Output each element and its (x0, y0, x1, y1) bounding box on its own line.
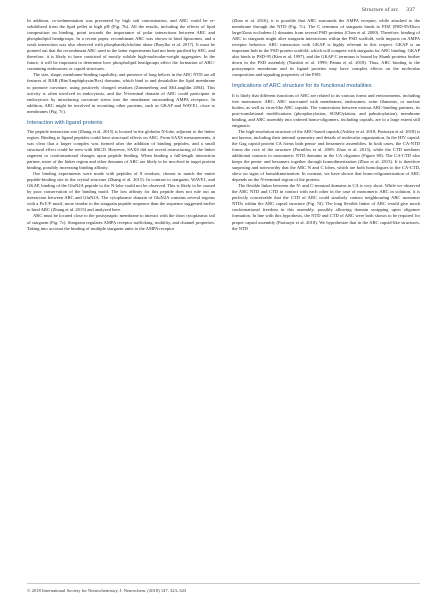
right-paragraph-2: It is likely that different functions of ARC are related to its various forms and environments, including free monomeric ARC, ARC associated with membranes, endosomes, actin filaments, or nuclear bodies, as well as virus-like ARC capsids. The connections between various ARC-binding partners, its post-translational modifications (phosphorylation, SUMOylation, and palmitoylation), membrane binding, and ARC assembly into ordered homo-oligomers, including capsids, are to a large extent still enigmatic. (232, 92, 420, 128)
running-head-title: Structure of arc (361, 7, 399, 13)
footer-divider (27, 583, 420, 584)
section-heading-implications: Implications of ARC structure for its functional modalities (232, 83, 372, 90)
page-number: 337 (406, 7, 415, 13)
left-paragraph-4: Our binding experiments were made with peptides of 8 residues, chosen to match the entire peptide-binding site in the crystal structure (Zhang et al. 2015). In contrast to stargazin, WAVE1, and GKAP, binding of the GluN2A peptide to the N-lobe could not be observed. This is likely to be caused by poor conservation of the binding motif. The low affinity for this peptide does not rule out an interaction between ARC and GluN2A. The cytoplasmic domain of GluN2A contains several regions with a PxY/F motif, more similar to the stargazin peptide sequence than the sequence suggested earlier to bind ARC (Zhang et al. 2015) and analyzed here. (27, 171, 215, 213)
right-paragraph-3: The high-resolution structure of the ARC-based capsids (Ashley et al. 2018; Pastuzyn et al. 2018) is not known, including their internal symmetry and details of molecular organization. In the HIV capsid, the Gag capsid protein CA forms both penta- and hexameric assemblies. In both cases, the CA-NTD forms the core of the structure (Pornillos et al. 2009; Zhao et al. 2013), while the CTD mediates additional contacts to monomeric NTD domains in the CA oligomer (Figure S8). The CA-CTD also keeps the penta- and hexamers together through homodimerization (Zhao et al. 2013). It is therefore surprising and noteworthy that the ARC N and C lobes, which are both homologues to the CA-CTD, show no signs of homodimerization. In contrast, we have shown that homo-oligomerization of ARC depends on the N-terminal region of the protein. (232, 128, 420, 183)
section-heading-ligand-proteins: Interaction with ligand proteins (27, 119, 103, 126)
right-paragraph-4: The flexible linker between the N- and C-terminal domains in CA is very short. While we observed the ARC NTD and CTD in contact with each other in the case of monomeric ARC in solution, it is perfectly conceivable that the CTD of ARC could similarly contact neighbouring ARC monomer NTDs within the ARC capsid structure (Fig. 7d). The long flexible linker of ARC would give much conformational freedom in this assembly, possibly allowing domain swapping upon oligomer formation. In line with this hypothesis, the NTD and CTD of ARC were both shown to be required for proper capsid assembly (Pastuzyn et al. 2018). We hypothesize that in the ARC capsid-like structures, the NTD (232, 183, 420, 231)
left-paragraph-2: The size, shape, membrane-binding capability, and presence of long helices in the ARC NTD are all features of BAR (Bin/Amphiphysin/Rvs) domains, which bind to and destabilize the lipid membrane to promote curvature, using positively charged residues (Zimmerberg and McLaughlin 2004). This activity is often involved in endocytosis, and the N-terminal domain of ARC could participate in endocytosis by introducing curvature stress into the membrane surrounding AMPA receptors. In addition, ARC might be involved in recruiting other proteins, such as GKAP and WAVE1, close to membranes (Fig. 7c). (27, 72, 215, 114)
left-column (27, 18, 215, 232)
left-paragraph-5: ARC must be located close to the postsynaptic membrane to interact with the short cytoplasmic tail of stargazin (Fig. 7c). Stargazin regulates AMPA receptor trafficking, mobility, and channel properties. Taking into account the binding of multiple stargazin units to the AMPA receptor (27, 213, 215, 231)
right-column (232, 18, 420, 232)
running-head (362, 7, 415, 13)
right-paragraph-1: (Zhao et al. 2016), it is possible that ARC surrounds the AMPA receptor, while attached to the membrane through the NTD (Fig. 7c). The C terminus of stargazin binds to PDZ (PSD-95/Discs large/Zona occludens-1) domains from several PSD proteins (Chen et al. 2000). Therefore, binding of ARC to stargazin might alter stargazin interactions within the PSD scaffold, with impacts on AMPA receptor behavior. ARC interaction with GKAP is highly relevant in this respect. GKAP is an important hub in the PSD protein scaffold, which will compete with stargazin for ARC binding. GKAP also binds to PSD-95 (Kim et al. 1997), and the GKAP C terminus is bound by Shank proteins further down in the PSD assembly (Naisbitt et al. 1999; Panna et al. 2018). Thus, ARC binding to the postsynaptic membrane and its ligand proteins may have complex effects on the molecular composition and signaling properties of the PSD. (232, 18, 420, 78)
left-paragraph-3: The peptide interaction site (Zhang et al. 2015) is located in the globular N-lobe, adjacent to the linker region. Binding to ligand peptides could have structural effects on ARC. From SAXS measurements, it was clear that a larger complex was formed after the addition of binding peptides, and a small structural effect could be seen with SRCD. However, SAXS did not reveal restructuring of the linker segment or conformational changes upon peptide binding. When binding a full-length interaction partner, more of the linker region and other domains of ARC are likely to be involved in target protein binding, possibly increasing binding affinity. (27, 128, 215, 171)
footer-copyright: © 2018 International Society for Neurochemistry, J. Neurochem. (2018) 147, 323–343 (27, 588, 187, 593)
left-paragraph-1: In addition, co-sedimentation was prevented by high salt concentration, and ARC could be re-solubilized from the lipid pellet at high pH (Fig. 7b). All the results, including the effects of lipid composition on binding, point towards the importance of polar interactions between ARC and phospholipid headgroups. In a recent paper, recombinant ARC was shown to bind liposomes, and a weak interaction was also observed with phosphatidylcholine alone (Barylko et al. 2017). It must be pointed out that the recombinant ARC used in the latter experiments had not been purified by SEC, and therefore, it is likely to have consisted of mostly soluble high-molecular-weight aggregates. In the future, it will be important to determine how phospholipid headgroups affect the formation of ARC-containing endosomes or capsid structures. (27, 18, 215, 72)
